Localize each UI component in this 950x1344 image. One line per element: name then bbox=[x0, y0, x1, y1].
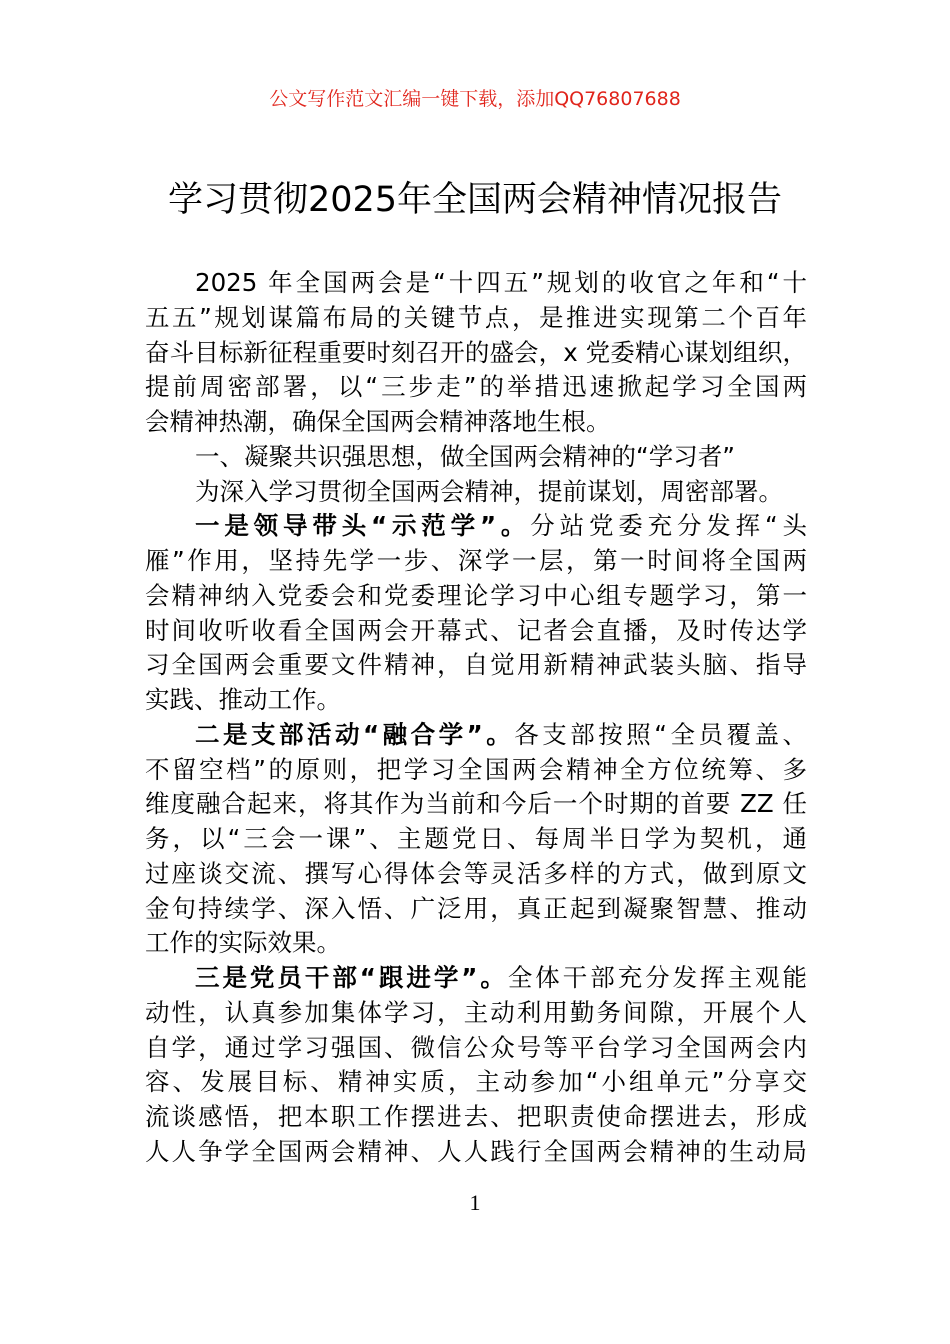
paragraph bbox=[145, 475, 807, 510]
paragraph bbox=[145, 440, 807, 475]
download-notice: 公文写作范文汇编一键下载，添加QQ76807688 bbox=[269, 88, 681, 110]
line-text: 习全国两会重要文件精神，自觉用新精神武装头脑、指导 bbox=[145, 650, 807, 680]
line-text: 分站党委充分发挥“头 bbox=[530, 511, 807, 541]
text-line bbox=[145, 336, 807, 371]
line-text: 五五”规划谋篇布局的关键节点，是推进实现第二个百年 bbox=[145, 302, 807, 332]
text-line bbox=[145, 301, 807, 336]
line-text: 不留空档”的原则，把学习全国两会精神全方位统筹、多 bbox=[145, 754, 807, 784]
text-line bbox=[145, 1100, 807, 1135]
line-text: 人人争学全国两会精神、人人践行全国两会精神的生动局 bbox=[145, 1136, 807, 1166]
text-line bbox=[145, 718, 807, 753]
paragraph bbox=[145, 961, 807, 1170]
text-line bbox=[145, 405, 807, 440]
line-text: 全体干部充分发挥主观能 bbox=[507, 963, 808, 992]
text-line bbox=[145, 509, 807, 544]
line-text: 维度融合起来，将其作为当前和今后一个时期的首要 ZZ 任 bbox=[145, 789, 807, 819]
line-text: 一、凝聚共识强思想，做全国两会精神的“学习者” bbox=[195, 441, 735, 471]
paragraph-lead: 三是党员干部“跟进学”。 bbox=[195, 963, 508, 992]
text-line bbox=[145, 1031, 807, 1066]
text-line bbox=[145, 961, 807, 996]
page-number: 1 bbox=[469, 1190, 481, 1215]
text-line bbox=[145, 996, 807, 1031]
text-line bbox=[145, 475, 807, 510]
document-title: 学习贯彻2025年全国两会精神情况报告 bbox=[167, 180, 783, 220]
line-text: 会精神纳入党委会和党委理论学习中心组专题学习，第一 bbox=[145, 580, 807, 610]
text-line bbox=[145, 857, 807, 892]
text-line bbox=[145, 753, 807, 788]
line-text: 实践、推动工作。 bbox=[145, 685, 341, 714]
line-text: 工作的实际效果。 bbox=[145, 928, 341, 958]
paragraph bbox=[145, 718, 807, 961]
text-line bbox=[145, 787, 807, 822]
paragraph bbox=[145, 266, 807, 440]
text-line bbox=[145, 614, 807, 649]
line-text: 自学，通过学习强国、微信公众号等平台学习全国两会内 bbox=[145, 1032, 807, 1062]
text-line bbox=[145, 370, 807, 405]
text-line bbox=[145, 822, 807, 857]
text-line bbox=[145, 266, 807, 301]
text-line bbox=[145, 579, 807, 614]
line-text: 各支部按照“全员覆盖、 bbox=[514, 719, 807, 749]
line-text: 为深入学习贯彻全国两会精神，提前谋划，周密部署。 bbox=[195, 476, 783, 506]
document-body bbox=[145, 266, 807, 1170]
text-line bbox=[145, 1135, 807, 1170]
line-text: 提前周密部署，以“三步走”的举措迅速掀起学习全国两 bbox=[145, 372, 807, 402]
line-text: 务，以“三会一课”、主题党日、每周半日学为契机，通 bbox=[145, 824, 807, 853]
line-text: 过座谈交流、撰写心得体会等灵活多样的方式，做到原文 bbox=[145, 858, 807, 888]
paragraph-lead: 二是支部活动“融合学”。 bbox=[195, 719, 515, 749]
text-line bbox=[145, 926, 807, 961]
line-text: 雁”作用，坚持先学一步、深学一层，第一时间将全国两 bbox=[145, 546, 807, 575]
line-text: 奋斗目标新征程重要时刻召开的盛会，x 党委精心谋划组织， bbox=[145, 337, 807, 367]
text-line bbox=[145, 544, 807, 579]
text-line bbox=[145, 683, 807, 718]
line-text: 流谈感悟，把本职工作摆进去、把职责使命摆进去，形成 bbox=[145, 1102, 807, 1131]
line-text: 容、发展目标、精神实质，主动参加“小组单元”分享交 bbox=[145, 1067, 807, 1097]
line-text: 时间收听收看全国两会开幕式、记者会直播，及时传达学 bbox=[145, 615, 807, 645]
text-line bbox=[145, 1065, 807, 1100]
line-text: 动性，认真参加集体学习，主动利用勤务间隙，开展个人 bbox=[145, 997, 807, 1027]
line-text: 金句持续学、深入悟、广泛用，真正起到凝聚智慧、推动 bbox=[145, 893, 807, 923]
line-text: 会精神热潮，确保全国两会精神落地生根。 bbox=[145, 407, 611, 436]
paragraph-lead: 一是领导带头“示范学”。 bbox=[195, 511, 531, 541]
line-text: 2025 年全国两会是“十四五”规划的收官之年和“十 bbox=[195, 268, 807, 297]
text-line bbox=[145, 648, 807, 683]
paragraph bbox=[145, 509, 807, 718]
text-line bbox=[145, 892, 807, 927]
text-line bbox=[145, 440, 807, 475]
